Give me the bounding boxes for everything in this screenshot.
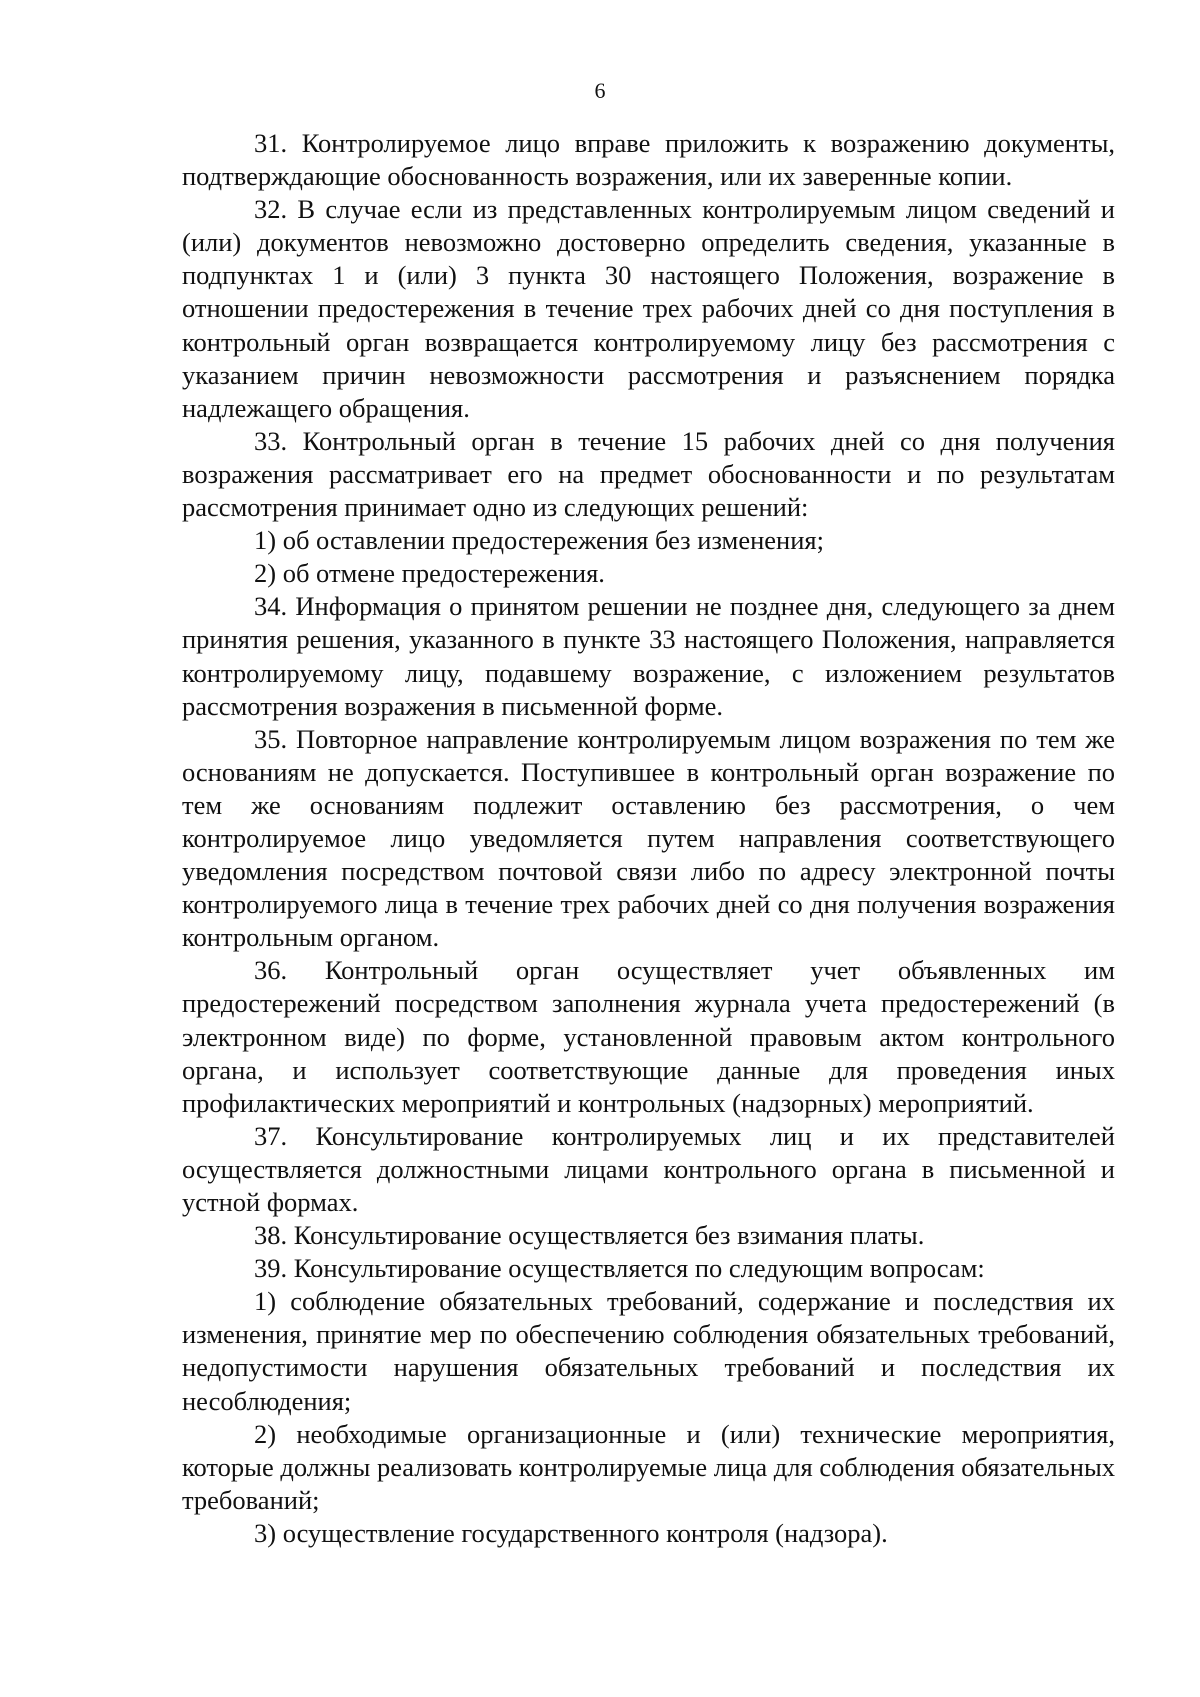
paragraph-37: 37. Консультирование контролируемых лиц и их представителей осуществляется должностными лицами контрольного органа в письменной и устной формах.: [182, 1120, 1115, 1217]
paragraph-39-item-1: 1) соблюдение обязательных требований, содержание и последствия их изменения, принятие мер по обеспечению соблюдения обязательных требований, недопустимости нарушения обязательных требований и последствия их несоблюдения;: [182, 1286, 1115, 1416]
page-number: 6: [594, 78, 606, 103]
paragraph-33-item-2: 2) об отмене предостережения.: [254, 558, 605, 589]
paragraph-35: 35. Повторное направление контролируемым лицом возражения по тем же основаниям не допускается. Поступившее в контрольный орган возражение по тем же основаниям подлежит оставлению без рассмотрения, о чем контролируемое лицо уведомляется путем направления соответствующего уведомления посредством почтовой связи либо по адресу электронной почты контролируемого лица в течение трех рабочих дней со дня получения возражения контрольным органом.: [182, 723, 1115, 953]
paragraph-39: 39. Консультирование осуществляется по следующим вопросам:: [254, 1253, 985, 1284]
paragraph-39-item-3: 3) осуществление государственного контроля (надзора).: [254, 1517, 888, 1548]
paragraph-39-item-2: 2) необходимые организационные и (или) технические мероприятия, которые должны реализовать контролируемые лица для соблюдения обязательных требований;: [182, 1418, 1115, 1515]
paragraph-36: 36. Контрольный орган осуществляет учет объявленных им предостережений посредством заполнения журнала учета предостережений (в электронном виде) по форме, установленной правовым актом контрольного органа, и использует соответствующие данные для проведения иных профилактических мероприятий и контрольных (надзорных) мероприятий.: [182, 955, 1115, 1118]
document-body: [182, 127, 1115, 1550]
paragraph-38: 38. Консультирование осуществляется без взимания платы.: [254, 1220, 925, 1251]
paragraph-34: 34. Информация о принятом решении не позднее дня, следующего за днем принятия решения, указанного в пункте 33 настоящего Положения, направляется контролируемому лицу, подавшему возражение, с изложением результатов рассмотрения возражения в письменной форме.: [182, 591, 1115, 721]
paragraph-32: 32. В случае если из представленных контролируемым лицом сведений и (или) документов невозможно достоверно определить сведения, указанные в подпунктах 1 и (или) 3 пункта 30 настоящего Положения, возражение в отношении предостережения в течение трех рабочих дней со дня поступления в контрольный орган возвращается контролируемому лицу без рассмотрения с указанием причин невозможности рассмотрения и разъяснением порядка надлежащего обращения.: [182, 194, 1115, 423]
paragraph-33: 33. Контрольный орган в течение 15 рабочих дней со дня получения возражения рассматривает его на предмет обоснованности и по результатам рассмотрения принимает одно из следующих решений:: [182, 425, 1115, 523]
paragraph-33-item-1: 1) об оставлении предостережения без изменения;: [254, 525, 824, 556]
paragraph-31: 31. Контролируемое лицо вправе приложить к возражению документы, подтверждающие обоснованность возражения, или их заверенные копии.: [182, 128, 1115, 192]
